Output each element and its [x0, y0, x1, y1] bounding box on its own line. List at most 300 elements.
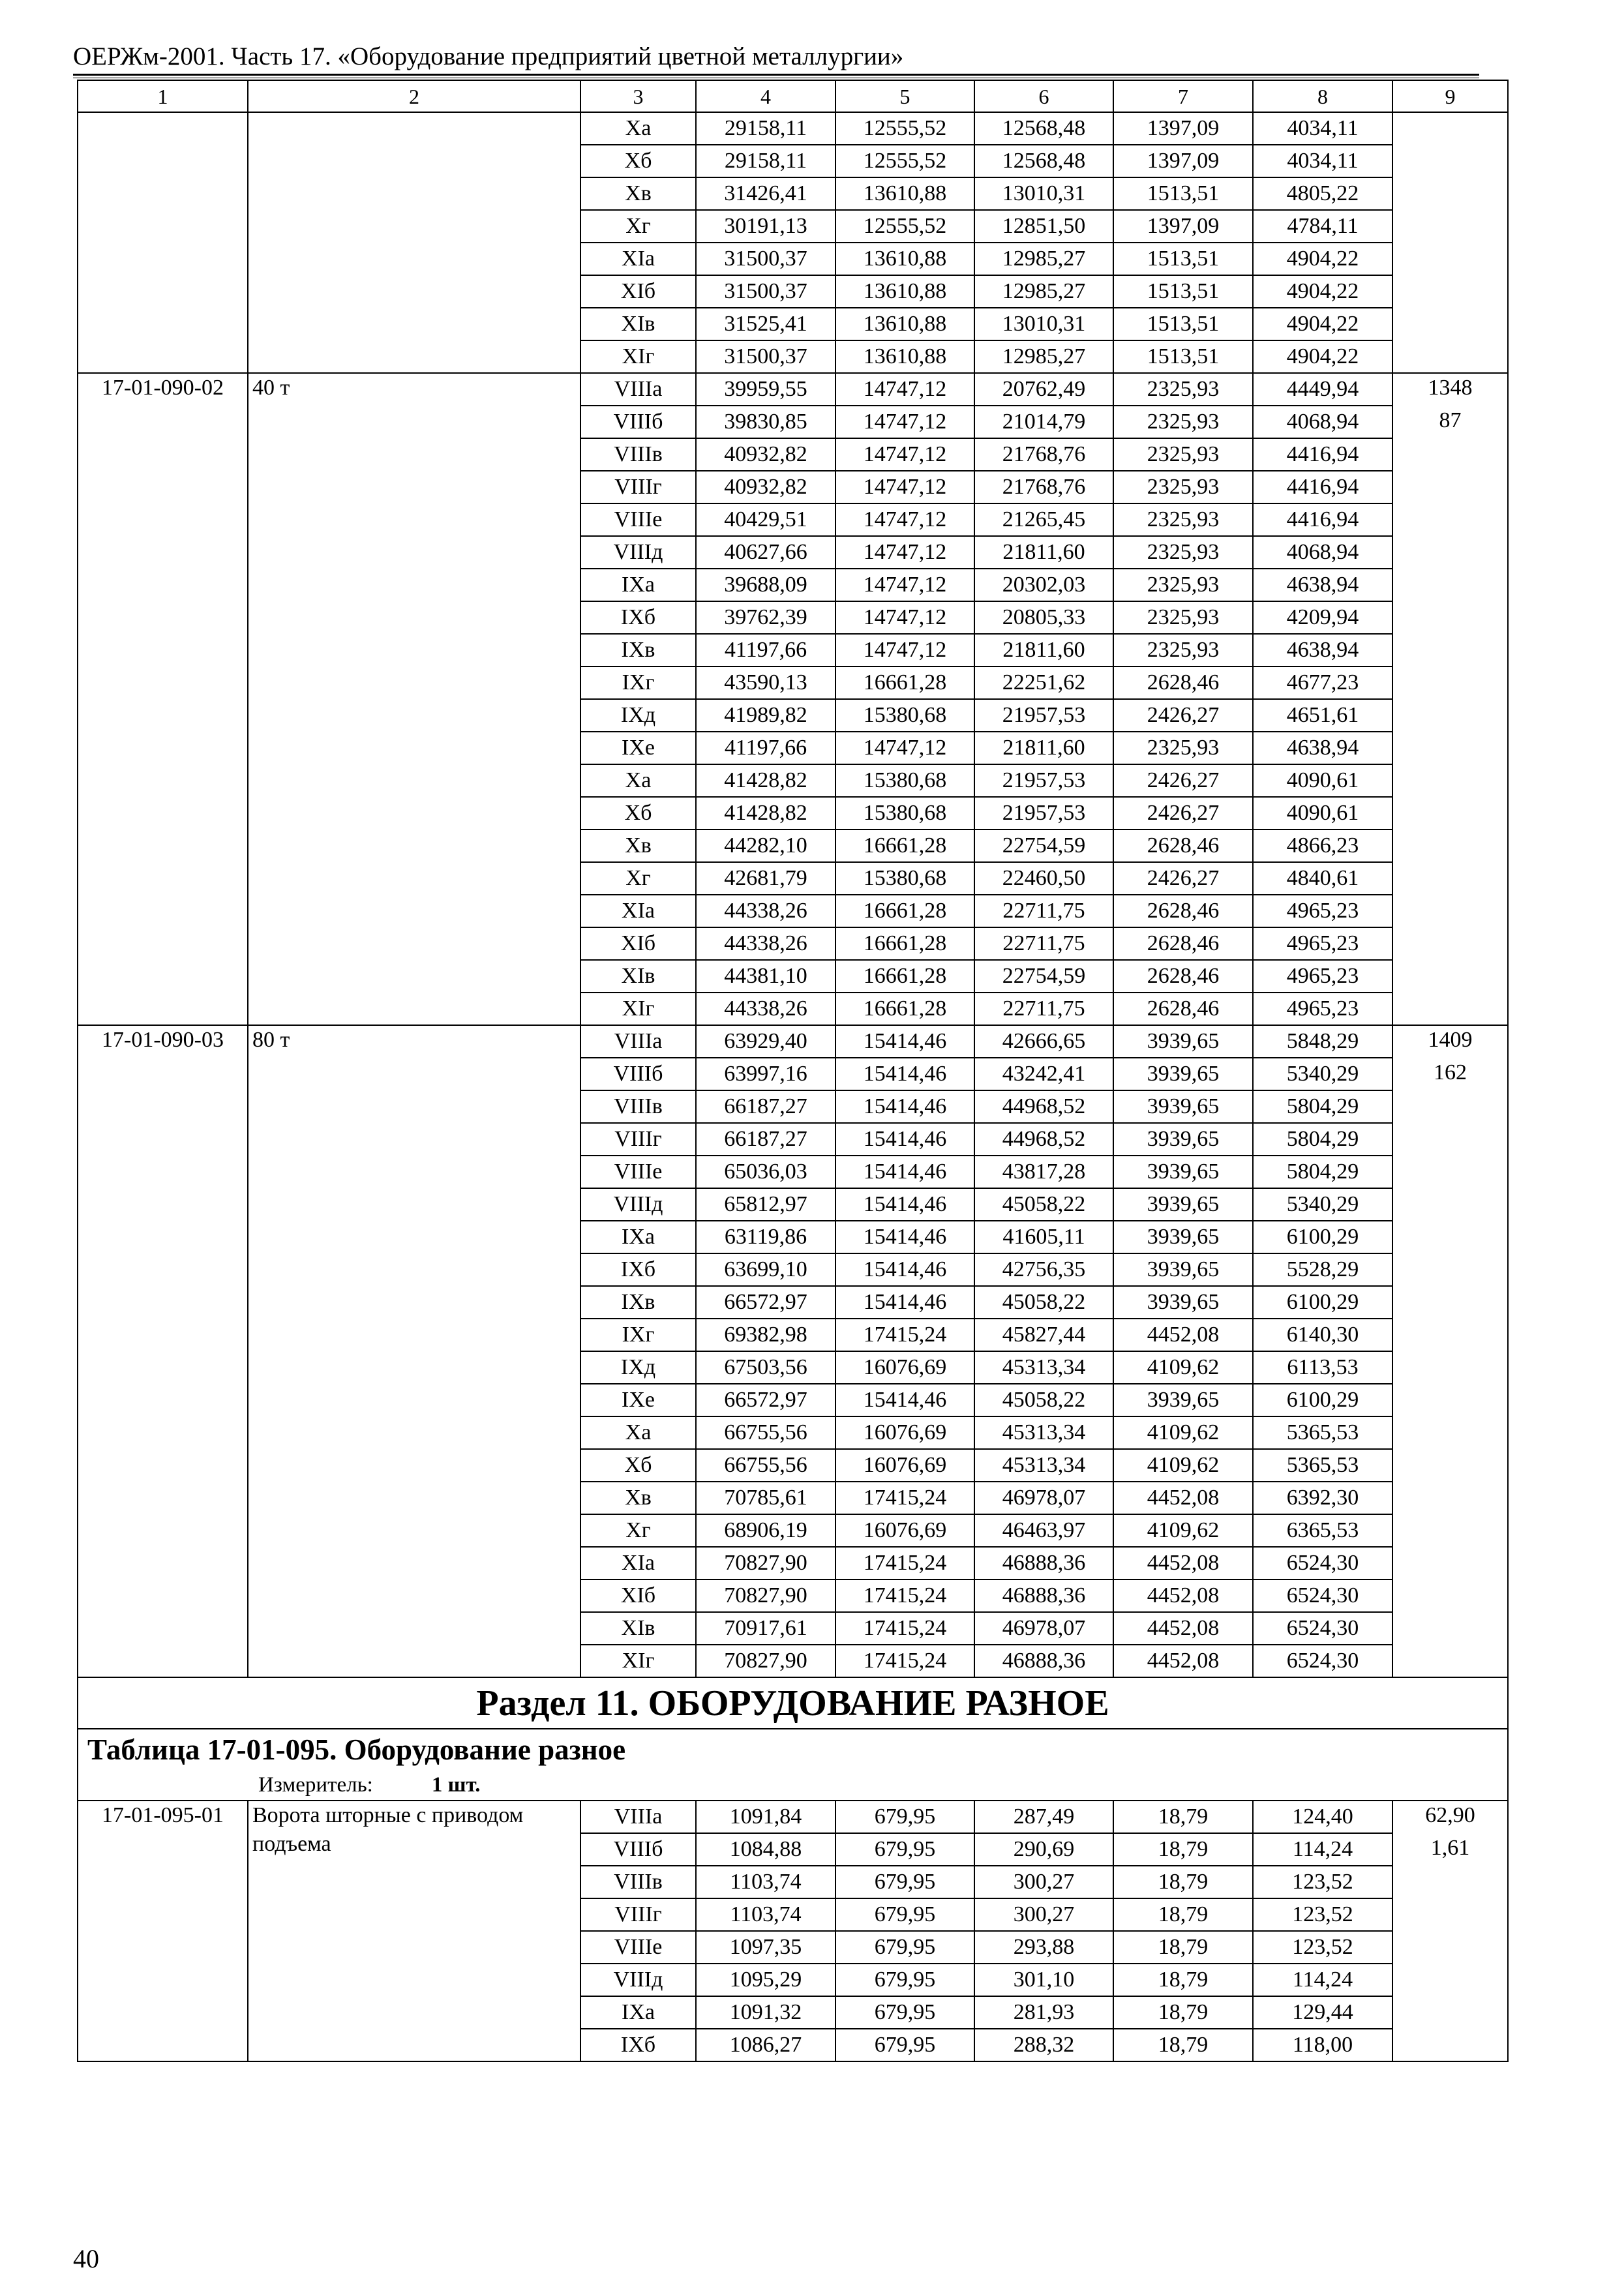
value-cell-c6: 46978,07	[974, 1482, 1113, 1514]
zone-cell: XIв	[580, 308, 696, 340]
value-cell-c8: 6524,30	[1253, 1612, 1392, 1645]
value-cell-c7: 3939,65	[1113, 1188, 1253, 1221]
value-cell-c8: 4677,23	[1253, 666, 1392, 699]
value-cell-c5: 16661,28	[835, 993, 974, 1025]
column-number: 2	[248, 80, 580, 112]
zone-cell: IXб	[580, 1253, 696, 1286]
value-cell-c6: 12568,48	[974, 145, 1113, 177]
zone-cell: VIIIд	[580, 1964, 696, 1996]
table-row	[78, 1801, 1508, 1833]
value-cell-c6: 22460,50	[974, 862, 1113, 895]
name-cell: 40 т	[248, 373, 580, 1025]
value-cell-c7: 2426,27	[1113, 764, 1253, 797]
value-cell-c5: 16076,69	[835, 1351, 974, 1384]
value-cell-c8: 6365,53	[1253, 1514, 1392, 1547]
value-cell-c8: 4034,11	[1253, 145, 1392, 177]
value-cell-c4: 66187,27	[696, 1090, 835, 1123]
value-cell-c6: 13010,31	[974, 308, 1113, 340]
value-cell-c6: 21768,76	[974, 471, 1113, 503]
value-cell-c4: 41197,66	[696, 732, 835, 764]
price-table	[77, 80, 1509, 2062]
value-cell-c4: 66572,97	[696, 1286, 835, 1319]
section-heading-row	[78, 1677, 1508, 1729]
value-cell-c8: 5365,53	[1253, 1449, 1392, 1482]
value-cell-c7: 2426,27	[1113, 862, 1253, 895]
value-cell-c4: 40627,66	[696, 536, 835, 569]
value-cell-c6: 44968,52	[974, 1090, 1113, 1123]
value-cell-c5: 14747,12	[835, 373, 974, 406]
measure-label: Измеритель:	[258, 1773, 373, 1797]
col9-value: 1348	[1428, 376, 1473, 400]
zone-cell: IXe	[580, 732, 696, 764]
zone-cell: VIIIб	[580, 1833, 696, 1866]
value-cell-c8: 4805,22	[1253, 177, 1392, 210]
value-cell-c4: 1091,84	[696, 1801, 835, 1833]
value-cell-c8: 5804,29	[1253, 1156, 1392, 1188]
name-cell	[248, 112, 580, 373]
value-cell-c7: 1513,51	[1113, 177, 1253, 210]
zone-cell: IXг	[580, 666, 696, 699]
value-cell-c6: 21811,60	[974, 634, 1113, 666]
value-cell-c5: 15414,46	[835, 1058, 974, 1090]
zone-cell: IXб	[580, 2029, 696, 2061]
value-cell-c4: 70827,90	[696, 1645, 835, 1677]
value-cell-c7: 4109,62	[1113, 1416, 1253, 1449]
value-cell-c4: 39830,85	[696, 406, 835, 438]
value-cell-c6: 43817,28	[974, 1156, 1113, 1188]
value-cell-c5: 16661,28	[835, 666, 974, 699]
value-cell-c4: 70785,61	[696, 1482, 835, 1514]
zone-cell: Xг	[580, 210, 696, 243]
zone-cell: VIIIг	[580, 1123, 696, 1156]
value-cell-c6: 45058,22	[974, 1188, 1113, 1221]
value-cell-c4: 31500,37	[696, 340, 835, 373]
value-cell-c5: 16076,69	[835, 1514, 974, 1547]
value-cell-c6: 293,88	[974, 1931, 1113, 1964]
zone-cell: Xв	[580, 1482, 696, 1514]
value-cell-c8: 114,24	[1253, 1964, 1392, 1996]
column-number: 1	[78, 80, 248, 112]
value-cell-c7: 4452,08	[1113, 1482, 1253, 1514]
value-cell-c8: 4784,11	[1253, 210, 1392, 243]
value-cell-c8: 4416,94	[1253, 503, 1392, 536]
value-cell-c8: 114,24	[1253, 1833, 1392, 1866]
value-cell-c7: 18,79	[1113, 1866, 1253, 1898]
value-cell-c5: 16661,28	[835, 895, 974, 927]
zone-cell: Xб	[580, 145, 696, 177]
value-cell-c5: 15414,46	[835, 1025, 974, 1058]
value-cell-c5: 12555,52	[835, 210, 974, 243]
value-cell-c8: 5340,29	[1253, 1188, 1392, 1221]
value-cell-c8: 6524,30	[1253, 1645, 1392, 1677]
value-cell-c7: 2628,46	[1113, 830, 1253, 862]
value-cell-c5: 15380,68	[835, 797, 974, 830]
value-cell-c6: 43242,41	[974, 1058, 1113, 1090]
column-number: 4	[696, 80, 835, 112]
name-cell: Ворота шторные с приводом подъема	[248, 1801, 580, 2061]
value-cell-c4: 40932,82	[696, 438, 835, 471]
zone-cell: IXг	[580, 1319, 696, 1351]
value-cell-c6: 46463,97	[974, 1514, 1113, 1547]
value-cell-c6: 287,49	[974, 1801, 1113, 1833]
value-cell-c8: 5365,53	[1253, 1416, 1392, 1449]
value-cell-c5: 17415,24	[835, 1547, 974, 1579]
value-cell-c5: 15414,46	[835, 1123, 974, 1156]
value-cell-c5: 12555,52	[835, 145, 974, 177]
value-cell-c4: 66187,27	[696, 1123, 835, 1156]
value-cell-c8: 6524,30	[1253, 1547, 1392, 1579]
value-cell-c4: 1091,32	[696, 1996, 835, 2029]
zone-cell: VIIIг	[580, 1898, 696, 1931]
value-cell-c7: 2325,93	[1113, 634, 1253, 666]
value-cell-c7: 2628,46	[1113, 927, 1253, 960]
table-row	[78, 373, 1508, 406]
value-cell-c6: 290,69	[974, 1833, 1113, 1866]
value-cell-c4: 31525,41	[696, 308, 835, 340]
value-cell-c5: 14747,12	[835, 438, 974, 471]
page-number: 40	[73, 2244, 99, 2273]
value-cell-c6: 22754,59	[974, 830, 1113, 862]
value-cell-c8: 4965,23	[1253, 993, 1392, 1025]
value-cell-c7: 4109,62	[1113, 1351, 1253, 1384]
value-cell-c5: 679,95	[835, 1996, 974, 2029]
value-cell-c6: 45313,34	[974, 1416, 1113, 1449]
value-cell-c5: 13610,88	[835, 177, 974, 210]
value-cell-c4: 1084,88	[696, 1833, 835, 1866]
zone-cell: Xa	[580, 1416, 696, 1449]
value-cell-c8: 5804,29	[1253, 1123, 1392, 1156]
value-cell-c4: 31500,37	[696, 243, 835, 275]
value-cell-c8: 4034,11	[1253, 112, 1392, 145]
value-cell-c8: 129,44	[1253, 1996, 1392, 2029]
value-cell-c6: 22754,59	[974, 960, 1113, 993]
value-cell-c6: 45313,34	[974, 1351, 1113, 1384]
zone-cell: VIIIг	[580, 471, 696, 503]
zone-cell: XIa	[580, 1547, 696, 1579]
running-header: ОЕРЖм-2001. Часть 17. «Оборудование предприятий цветной металлургии»	[73, 42, 904, 70]
value-cell-c8: 4638,94	[1253, 569, 1392, 601]
value-cell-c6: 21811,60	[974, 732, 1113, 764]
value-cell-c8: 5804,29	[1253, 1090, 1392, 1123]
value-cell-c4: 66755,56	[696, 1449, 835, 1482]
value-cell-c7: 4452,08	[1113, 1645, 1253, 1677]
col9-cell	[1392, 1025, 1508, 1677]
value-cell-c8: 4068,94	[1253, 536, 1392, 569]
col9-value: 1,61	[1430, 1836, 1470, 1860]
value-cell-c7: 3939,65	[1113, 1384, 1253, 1416]
zone-cell: Xв	[580, 830, 696, 862]
zone-cell: IXв	[580, 1286, 696, 1319]
value-cell-c5: 15414,46	[835, 1286, 974, 1319]
value-cell-c4: 44338,26	[696, 927, 835, 960]
value-cell-c7: 18,79	[1113, 1964, 1253, 1996]
value-cell-c6: 45827,44	[974, 1319, 1113, 1351]
value-cell-c4: 65812,97	[696, 1188, 835, 1221]
value-cell-c5: 13610,88	[835, 275, 974, 308]
col9-cell	[1392, 1801, 1508, 2061]
value-cell-c6: 22711,75	[974, 895, 1113, 927]
value-cell-c8: 4638,94	[1253, 634, 1392, 666]
value-cell-c5: 679,95	[835, 1931, 974, 1964]
col9-cell	[1392, 112, 1508, 373]
value-cell-c7: 2325,93	[1113, 536, 1253, 569]
value-cell-c7: 18,79	[1113, 1996, 1253, 2029]
col9-value: 62,90	[1425, 1803, 1475, 1827]
zone-cell: Xa	[580, 764, 696, 797]
zone-cell: Xб	[580, 797, 696, 830]
value-cell-c5: 17415,24	[835, 1612, 974, 1645]
value-cell-c5: 14747,12	[835, 471, 974, 503]
value-cell-c4: 68906,19	[696, 1514, 835, 1547]
value-cell-c4: 67503,56	[696, 1351, 835, 1384]
value-cell-c5: 14747,12	[835, 536, 974, 569]
value-cell-c6: 21014,79	[974, 406, 1113, 438]
value-cell-c6: 21957,53	[974, 764, 1113, 797]
zone-cell: VIIIб	[580, 406, 696, 438]
value-cell-c8: 123,52	[1253, 1898, 1392, 1931]
value-cell-c7: 2628,46	[1113, 993, 1253, 1025]
value-cell-c8: 6113,53	[1253, 1351, 1392, 1384]
value-cell-c7: 1513,51	[1113, 308, 1253, 340]
value-cell-c5: 17415,24	[835, 1579, 974, 1612]
value-cell-c7: 1397,09	[1113, 210, 1253, 243]
zone-cell: Xa	[580, 112, 696, 145]
value-cell-c5: 15380,68	[835, 764, 974, 797]
value-cell-c6: 13010,31	[974, 177, 1113, 210]
value-cell-c6: 44968,52	[974, 1123, 1113, 1156]
value-cell-c4: 44338,26	[696, 993, 835, 1025]
value-cell-c5: 15414,46	[835, 1188, 974, 1221]
value-cell-c8: 4416,94	[1253, 438, 1392, 471]
value-cell-c7: 3939,65	[1113, 1123, 1253, 1156]
value-cell-c7: 18,79	[1113, 1898, 1253, 1931]
zone-cell: VIIIд	[580, 536, 696, 569]
value-cell-c6: 12985,27	[974, 275, 1113, 308]
zone-cell: VIIIб	[580, 1058, 696, 1090]
value-cell-c6: 20805,33	[974, 601, 1113, 634]
value-cell-c8: 4904,22	[1253, 340, 1392, 373]
value-cell-c8: 123,52	[1253, 1866, 1392, 1898]
value-cell-c8: 4209,94	[1253, 601, 1392, 634]
value-cell-c5: 14747,12	[835, 406, 974, 438]
value-cell-c7: 3939,65	[1113, 1025, 1253, 1058]
value-cell-c8: 4965,23	[1253, 927, 1392, 960]
value-cell-c7: 2325,93	[1113, 503, 1253, 536]
value-cell-c6: 42756,35	[974, 1253, 1113, 1286]
value-cell-c4: 40429,51	[696, 503, 835, 536]
value-cell-c5: 16661,28	[835, 927, 974, 960]
value-cell-c6: 22711,75	[974, 927, 1113, 960]
zone-cell: VIIIд	[580, 1188, 696, 1221]
zone-cell: IXд	[580, 699, 696, 732]
value-cell-c8: 5340,29	[1253, 1058, 1392, 1090]
value-cell-c4: 41989,82	[696, 699, 835, 732]
zone-cell: IXa	[580, 1221, 696, 1253]
value-cell-c4: 1086,27	[696, 2029, 835, 2061]
column-number: 3	[580, 80, 696, 112]
value-cell-c6: 288,32	[974, 2029, 1113, 2061]
value-cell-c5: 17415,24	[835, 1319, 974, 1351]
value-cell-c6: 12985,27	[974, 243, 1113, 275]
value-cell-c7: 1513,51	[1113, 243, 1253, 275]
column-number: 6	[974, 80, 1113, 112]
value-cell-c7: 1397,09	[1113, 112, 1253, 145]
value-cell-c7: 18,79	[1113, 1931, 1253, 1964]
value-cell-c8: 4904,22	[1253, 243, 1392, 275]
value-cell-c5: 679,95	[835, 1898, 974, 1931]
value-cell-c8: 5848,29	[1253, 1025, 1392, 1058]
zone-cell: IXa	[580, 1996, 696, 2029]
value-cell-c6: 300,27	[974, 1866, 1113, 1898]
section-title: Раздел 11. ОБОРУДОВАНИЕ РАЗНОЕ	[78, 1677, 1508, 1729]
value-cell-c7: 4452,08	[1113, 1579, 1253, 1612]
value-cell-c4: 63997,16	[696, 1058, 835, 1090]
value-cell-c5: 15380,68	[835, 862, 974, 895]
value-cell-c6: 46888,36	[974, 1547, 1113, 1579]
value-cell-c4: 44338,26	[696, 895, 835, 927]
value-cell-c8: 6100,29	[1253, 1286, 1392, 1319]
zone-cell: IXд	[580, 1351, 696, 1384]
value-cell-c5: 16661,28	[835, 960, 974, 993]
value-cell-c6: 45058,22	[974, 1286, 1113, 1319]
value-cell-c7: 4452,08	[1113, 1547, 1253, 1579]
value-cell-c5: 14747,12	[835, 503, 974, 536]
table-title-row	[78, 1729, 1508, 1769]
value-cell-c4: 70827,90	[696, 1579, 835, 1612]
value-cell-c5: 679,95	[835, 1801, 974, 1833]
value-cell-c4: 39959,55	[696, 373, 835, 406]
zone-cell: XIг	[580, 1645, 696, 1677]
value-cell-c8: 4090,61	[1253, 797, 1392, 830]
value-cell-c8: 6100,29	[1253, 1221, 1392, 1253]
value-cell-c5: 14747,12	[835, 569, 974, 601]
zone-cell: VIIIв	[580, 1090, 696, 1123]
value-cell-c7: 2426,27	[1113, 699, 1253, 732]
value-cell-c7: 2628,46	[1113, 895, 1253, 927]
value-cell-c7: 4452,08	[1113, 1612, 1253, 1645]
value-cell-c7: 18,79	[1113, 1801, 1253, 1833]
value-cell-c4: 41428,82	[696, 764, 835, 797]
value-cell-c4: 41428,82	[696, 797, 835, 830]
zone-cell: XIв	[580, 960, 696, 993]
column-number: 8	[1253, 80, 1392, 112]
value-cell-c4: 29158,11	[696, 112, 835, 145]
zone-cell: Xг	[580, 862, 696, 895]
value-cell-c8: 4904,22	[1253, 275, 1392, 308]
value-cell-c6: 21265,45	[974, 503, 1113, 536]
value-cell-c4: 44381,10	[696, 960, 835, 993]
value-cell-c6: 46888,36	[974, 1645, 1113, 1677]
value-cell-c5: 679,95	[835, 1964, 974, 1996]
value-cell-c8: 6100,29	[1253, 1384, 1392, 1416]
value-cell-c6: 301,10	[974, 1964, 1113, 1996]
code-cell: 17-01-090-02	[78, 373, 248, 1025]
col9-cell	[1392, 373, 1508, 1025]
value-cell-c8: 4416,94	[1253, 471, 1392, 503]
column-number: 9	[1392, 80, 1508, 112]
value-cell-c4: 63699,10	[696, 1253, 835, 1286]
value-cell-c4: 63929,40	[696, 1025, 835, 1058]
table-title: Таблица 17-01-095. Оборудование разное	[78, 1729, 1508, 1769]
value-cell-c4: 29158,11	[696, 145, 835, 177]
zone-cell: VIIIe	[580, 1156, 696, 1188]
value-cell-c7: 2628,46	[1113, 666, 1253, 699]
zone-cell: Xв	[580, 177, 696, 210]
value-cell-c7: 1513,51	[1113, 275, 1253, 308]
value-cell-c7: 2325,93	[1113, 601, 1253, 634]
column-number: 7	[1113, 80, 1253, 112]
column-number: 5	[835, 80, 974, 112]
measure-row	[78, 1769, 1508, 1801]
value-cell-c5: 13610,88	[835, 243, 974, 275]
value-cell-c6: 42666,65	[974, 1025, 1113, 1058]
value-cell-c4: 40932,82	[696, 471, 835, 503]
zone-cell: XIa	[580, 895, 696, 927]
value-cell-c7: 4452,08	[1113, 1319, 1253, 1351]
value-cell-c7: 2325,93	[1113, 406, 1253, 438]
zone-cell: VIIIa	[580, 1025, 696, 1058]
value-cell-c7: 2325,93	[1113, 373, 1253, 406]
zone-cell: Xг	[580, 1514, 696, 1547]
value-cell-c8: 4651,61	[1253, 699, 1392, 732]
value-cell-c8: 4090,61	[1253, 764, 1392, 797]
value-cell-c6: 22251,62	[974, 666, 1113, 699]
value-cell-c5: 16661,28	[835, 830, 974, 862]
value-cell-c5: 12555,52	[835, 112, 974, 145]
zone-cell: XIг	[580, 340, 696, 373]
zone-cell: XIб	[580, 275, 696, 308]
value-cell-c5: 16076,69	[835, 1416, 974, 1449]
value-cell-c4: 70917,61	[696, 1612, 835, 1645]
table-row	[78, 112, 1508, 145]
value-cell-c7: 3939,65	[1113, 1090, 1253, 1123]
value-cell-c5: 679,95	[835, 1833, 974, 1866]
value-cell-c6: 20302,03	[974, 569, 1113, 601]
value-cell-c8: 124,40	[1253, 1801, 1392, 1833]
value-cell-c4: 63119,86	[696, 1221, 835, 1253]
value-cell-c6: 300,27	[974, 1898, 1113, 1931]
value-cell-c5: 16076,69	[835, 1449, 974, 1482]
measure-value: 1 шт.	[431, 1773, 481, 1797]
value-cell-c4: 30191,13	[696, 210, 835, 243]
value-cell-c6: 46978,07	[974, 1612, 1113, 1645]
value-cell-c5: 13610,88	[835, 340, 974, 373]
value-cell-c8: 6392,30	[1253, 1482, 1392, 1514]
value-cell-c4: 1095,29	[696, 1964, 835, 1996]
value-cell-c4: 66572,97	[696, 1384, 835, 1416]
value-cell-c6: 46888,36	[974, 1579, 1113, 1612]
value-cell-c5: 13610,88	[835, 308, 974, 340]
value-cell-c7: 1513,51	[1113, 340, 1253, 373]
value-cell-c8: 4866,23	[1253, 830, 1392, 862]
value-cell-c7: 1397,09	[1113, 145, 1253, 177]
value-cell-c8: 123,52	[1253, 1931, 1392, 1964]
table-body	[78, 80, 1508, 2061]
col9-value: 87	[1439, 408, 1462, 432]
value-cell-c8: 6524,30	[1253, 1579, 1392, 1612]
value-cell-c4: 42681,79	[696, 862, 835, 895]
zone-cell: VIIIв	[580, 438, 696, 471]
zone-cell: XIa	[580, 243, 696, 275]
code-cell: 17-01-095-01	[78, 1801, 248, 2061]
code-cell: 17-01-090-03	[78, 1025, 248, 1677]
value-cell-c5: 17415,24	[835, 1482, 974, 1514]
value-cell-c8: 4840,61	[1253, 862, 1392, 895]
value-cell-c7: 18,79	[1113, 2029, 1253, 2061]
value-cell-c4: 31500,37	[696, 275, 835, 308]
zone-cell: XIг	[580, 993, 696, 1025]
value-cell-c8: 118,00	[1253, 2029, 1392, 2061]
